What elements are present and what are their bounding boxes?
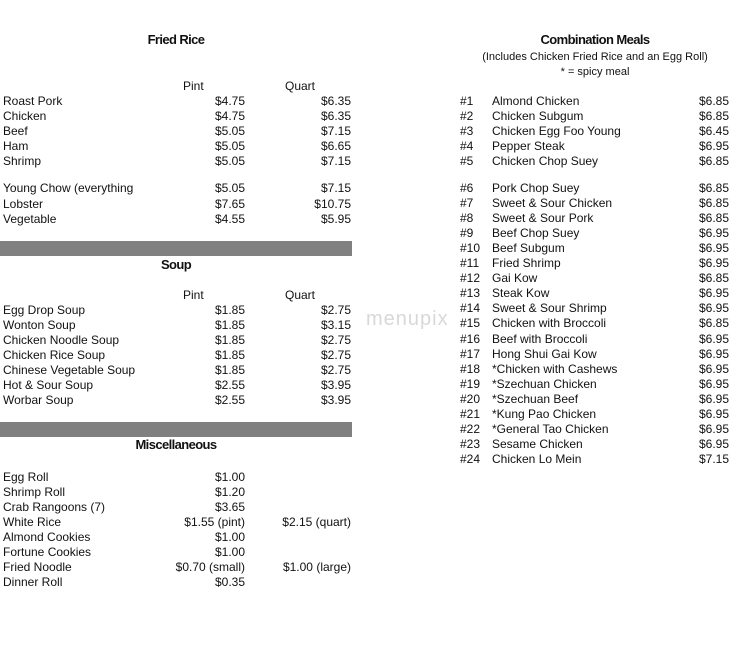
item-price-large: $1.00 (large) (282, 560, 351, 574)
item-price-small: $1.85 (214, 303, 245, 317)
combo-price: $6.85 (698, 181, 729, 195)
combo-number: #11 (460, 256, 480, 271)
item-price-large: $3.95 (320, 378, 351, 392)
item-name: Beef (3, 124, 28, 138)
combo-number: #10 (460, 241, 481, 256)
item-name: Wonton Soup (3, 318, 76, 332)
item-name: Shrimp Roll (3, 485, 66, 499)
combo-number: #13 (460, 286, 481, 301)
item-name: White Rice (3, 515, 62, 529)
item-price-large: $2.75 (320, 333, 351, 347)
item-name: Chicken (3, 109, 47, 123)
item-price-large: $10.75 (314, 197, 351, 211)
item-name: Chicken Rice Soup (3, 348, 106, 362)
combo-price: $6.85 (698, 196, 729, 211)
combo-number: #8 (460, 211, 474, 226)
combo-price: $6.85 (698, 211, 729, 226)
item-name: Egg Roll (3, 470, 49, 484)
combo-number: #15 (460, 316, 481, 331)
combo-price: $6.95 (698, 436, 729, 451)
item-price-large: $5.95 (320, 212, 351, 226)
fried-rice-pint-header: Pint (183, 79, 204, 93)
item-price-small: $1.00 (214, 470, 245, 484)
combo-number: #12 (460, 271, 481, 286)
combo-name: Almond Chicken (492, 94, 580, 108)
item-price-large: $7.15 (320, 124, 351, 138)
item-name: Lobster (3, 197, 44, 211)
item-price-large: $2.75 (320, 303, 351, 317)
combo-price: $6.85 (698, 94, 729, 108)
item-name: Roast Pork (3, 94, 63, 108)
combo-name: Sweet & Sour Pork (492, 211, 594, 226)
item-price-small: $4.75 (214, 94, 245, 108)
item-price-small: $1.85 (214, 348, 245, 362)
item-price-small: $2.55 (214, 378, 245, 392)
item-name: Dinner Roll (3, 575, 63, 589)
item-price-small: $1.20 (214, 485, 245, 499)
item-price-small: $5.05 (214, 154, 245, 168)
combo-number: #6 (460, 181, 474, 195)
combo-price: $6.95 (698, 286, 729, 301)
combo-price: $6.95 (698, 406, 729, 421)
combo-number: #3 (460, 124, 474, 139)
combo-name: Steak Kow (492, 286, 550, 301)
combo-name: Beef with Broccoli (492, 331, 588, 346)
item-price-small: $5.05 (214, 139, 245, 153)
combo-name: Gai Kow (492, 271, 538, 286)
item-price-large: $3.95 (320, 393, 351, 407)
combo-name: Chicken Egg Foo Young (492, 124, 621, 139)
soup-pint-header: Pint (183, 288, 204, 302)
combo-title: Combination Meals (540, 32, 650, 47)
item-price-large: $7.15 (320, 181, 351, 195)
item-price-large: $6.65 (320, 139, 351, 153)
item-price-large: $7.15 (320, 154, 351, 168)
item-price-small: $7.65 (214, 197, 245, 211)
item-name: Vegetable (3, 212, 57, 226)
section-divider (0, 422, 352, 437)
combo-subtitle: (Includes Chicken Fried Rice and an Egg Roll) (482, 51, 708, 63)
combo-price: $6.85 (698, 154, 729, 169)
item-price-small: $1.85 (214, 333, 245, 347)
combo-price: $6.95 (698, 421, 729, 436)
combo-number: #17 (460, 346, 481, 361)
item-name: Egg Drop Soup (3, 303, 86, 317)
combo-name: Chicken Chop Suey (492, 154, 599, 169)
combo-name: Fried Shrimp (492, 256, 561, 271)
combo-name: Sweet & Sour Shrimp (492, 301, 607, 316)
item-price-small: $3.65 (214, 500, 245, 514)
combo-price: $6.95 (698, 241, 729, 256)
combo-price: $6.85 (698, 109, 729, 124)
combo-number: #14 (460, 301, 481, 316)
combo-name: *Szechuan Beef (492, 391, 579, 406)
watermark: menupix (366, 308, 449, 330)
combo-number: #18 (460, 361, 481, 376)
combo-number: #16 (460, 331, 481, 346)
fried-rice-quart-header: Quart (285, 79, 316, 93)
combo-name: Sweet & Sour Chicken (492, 196, 613, 211)
combo-price: $7.15 (698, 451, 729, 466)
combo-number: #2 (460, 109, 474, 124)
soup-quart-header: Quart (285, 288, 316, 302)
combo-number: #20 (460, 391, 481, 406)
combo-number: #19 (460, 376, 481, 391)
combo-price: $6.45 (698, 124, 729, 139)
item-price-small: $1.00 (214, 530, 245, 544)
combo-price: $6.95 (698, 346, 729, 361)
item-price-small: $4.75 (214, 109, 245, 123)
combo-name: Sesame Chicken (492, 436, 583, 451)
combo-number: #5 (460, 154, 474, 169)
combo-number: #21 (460, 406, 481, 421)
item-price-large: $6.35 (320, 94, 351, 108)
combo-name: *Chicken with Cashews (492, 361, 618, 376)
item-price-large: $3.15 (320, 318, 351, 332)
item-price-small: $5.05 (214, 124, 245, 138)
item-price-large: $6.35 (320, 109, 351, 123)
item-name: Crab Rangoons (7) (3, 500, 106, 514)
combo-number: #7 (460, 196, 474, 211)
combo-number: #9 (460, 226, 474, 241)
item-name: Chicken Noodle Soup (3, 333, 120, 347)
item-price-small: $0.70 (small) (175, 560, 245, 574)
item-name: Worbar Soup (3, 393, 74, 407)
combo-name: Pork Chop Suey (492, 181, 580, 195)
combo-price: $6.95 (698, 331, 729, 346)
item-price-small: $1.85 (214, 363, 245, 377)
combo-name: Beef Subgum (492, 241, 565, 256)
misc-title: Miscellaneous (135, 437, 217, 452)
combo-price: $6.95 (698, 226, 729, 241)
item-price-large: $2.15 (quart) (282, 515, 351, 529)
item-name: Almond Cookies (3, 530, 91, 544)
item-price-small: $0.35 (214, 575, 245, 589)
item-price-small: $1.55 (pint) (184, 515, 245, 529)
combo-price: $6.95 (698, 139, 729, 154)
item-price-large: $2.75 (320, 348, 351, 362)
item-name: Fried Noodle (3, 560, 72, 574)
item-price-small: $5.05 (214, 181, 245, 195)
combo-number: #23 (460, 436, 481, 451)
combo-name: *Szechuan Chicken (492, 376, 597, 391)
combo-price: $6.95 (698, 391, 729, 406)
combo-price: $6.95 (698, 301, 729, 316)
item-name: Shrimp (3, 154, 42, 168)
combo-price: $6.85 (698, 271, 729, 286)
combo-number: #1 (460, 94, 474, 108)
item-name: Hot & Sour Soup (3, 378, 94, 392)
combo-name: *Kung Pao Chicken (492, 406, 597, 421)
item-price-large: $2.75 (320, 363, 351, 377)
combo-number: #24 (460, 451, 481, 466)
combo-number: #22 (460, 421, 481, 436)
fried-rice-title: Fried Rice (147, 32, 205, 47)
soup-title: Soup (160, 257, 192, 272)
item-price-small: $1.85 (214, 318, 245, 332)
item-name: Chinese Vegetable Soup (3, 363, 136, 377)
combo-name: Pepper Steak (492, 139, 565, 154)
item-price-small: $2.55 (214, 393, 245, 407)
combo-price: $6.95 (698, 256, 729, 271)
item-price-small: $4.55 (214, 212, 245, 226)
combo-price: $6.95 (698, 376, 729, 391)
combo-name: *General Tao Chicken (492, 421, 609, 436)
combo-number: #4 (460, 139, 474, 154)
section-divider (0, 241, 352, 256)
item-price-small: $1.00 (214, 545, 245, 559)
item-name: Ham (3, 139, 29, 153)
item-name: Young Chow (everything (3, 181, 134, 195)
combo-price: $6.95 (698, 361, 729, 376)
combo-spicy-note: * = spicy meal (560, 66, 630, 78)
combo-name: Chicken Subgum (492, 109, 584, 124)
item-name: Fortune Cookies (3, 545, 92, 559)
combo-name: Hong Shui Gai Kow (492, 346, 597, 361)
combo-name: Beef Chop Suey (492, 226, 580, 241)
combo-name: Chicken with Broccoli (492, 316, 607, 331)
combo-price: $6.85 (698, 316, 729, 331)
combo-name: Chicken Lo Mein (492, 451, 582, 466)
